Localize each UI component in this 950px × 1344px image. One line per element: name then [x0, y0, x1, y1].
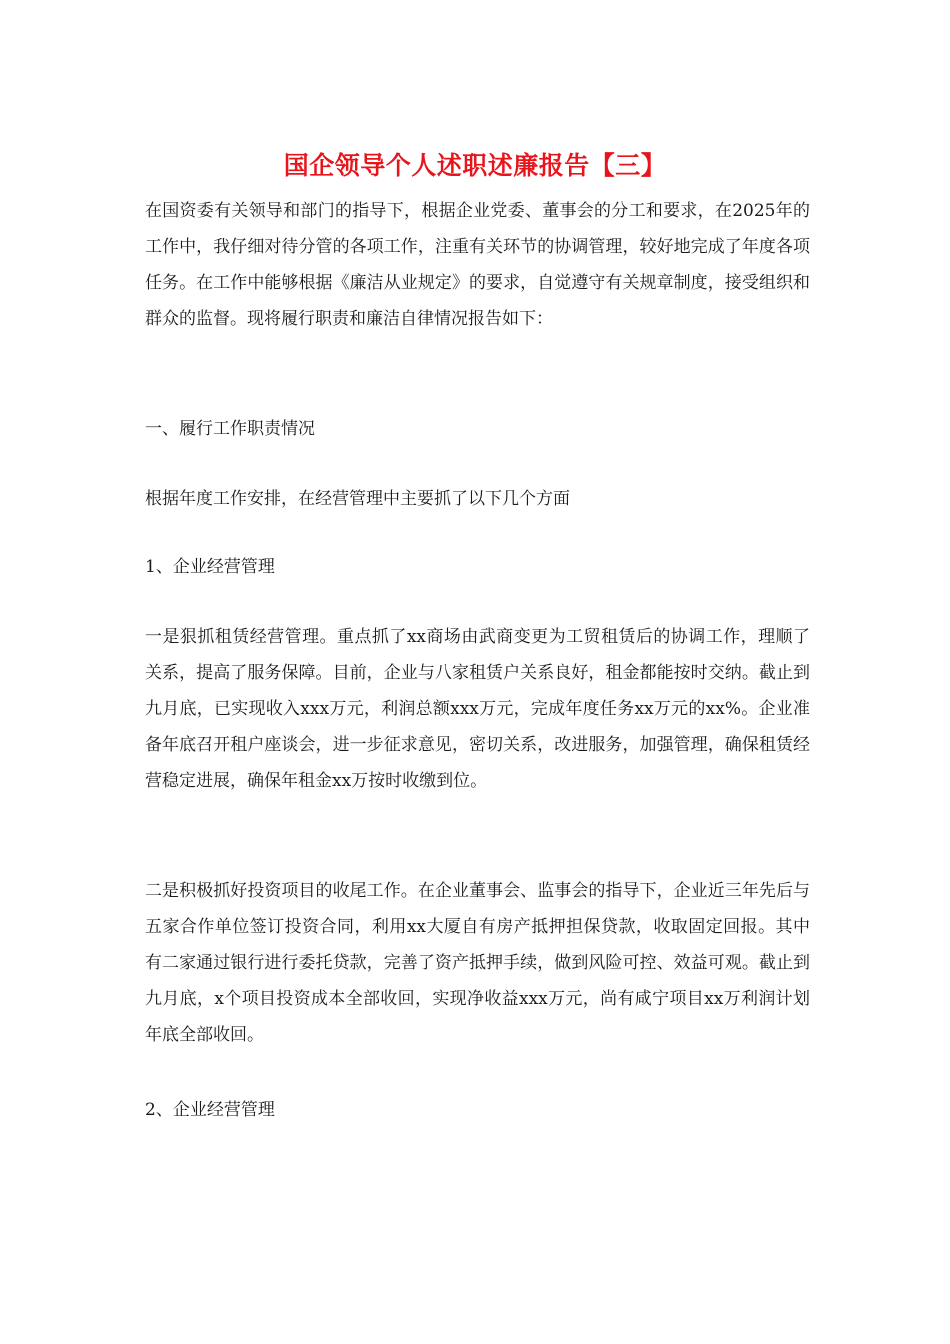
section-heading-duties: 一、履行工作职责情况: [145, 419, 315, 439]
section-intro-line: 根据年度工作安排，在经营管理中主要抓了以下几个方面: [145, 489, 570, 509]
subsection-heading-1: 1、企业经营管理: [145, 557, 275, 577]
intro-paragraph: 在国资委有关领导和部门的指导下，根据企业党委、董事会的分工和要求，在2025年的工作中，我仔细对待分管的各项工作，注重有关环节的协调管理，较好地完成了年度各项任务。在工作中能够根据《廉洁从业规定》的要求，自觉遵守有关规章制度，接受组织和群众的监督。现将履行职责和廉洁自律情况报告如下：: [145, 201, 810, 329]
subsection-heading-2: 2、企业经营管理: [145, 1100, 275, 1120]
paragraph-leasing-management: 一是狠抓租赁经营管理。重点抓了xx商场由武商变更为工贸租赁后的协调工作，理顺了关系，提高了服务保障。目前，企业与八家租赁户关系良好，租金都能按时交纳。截止到九月底，已实现收入xxx万元，利润总额xxx万元，完成年度任务xx万元的xx%。企业准备年底召开租户座谈会，进一步征求意见，密切关系，改进服务，加强管理，确保租赁经营稳定进展，确保年租金xx万按时收缴到位。: [145, 627, 810, 791]
paragraph-investment-projects: 二是积极抓好投资项目的收尾工作。在企业董事会、监事会的指导下，企业近三年先后与五家合作单位签订投资合同，利用xx大厦自有房产抵押担保贷款，收取固定回报。其中有二家通过银行进行委托贷款，完善了资产抵押手续，做到风险可控、效益可观。截止到九月底，x个项目投资成本全部收回，实现净收益xxx万元，尚有咸宁项目xx万利润计划年底全部收回。: [145, 881, 810, 1045]
document-title: 国企领导个人述职述廉报告【三】: [283, 151, 667, 180]
